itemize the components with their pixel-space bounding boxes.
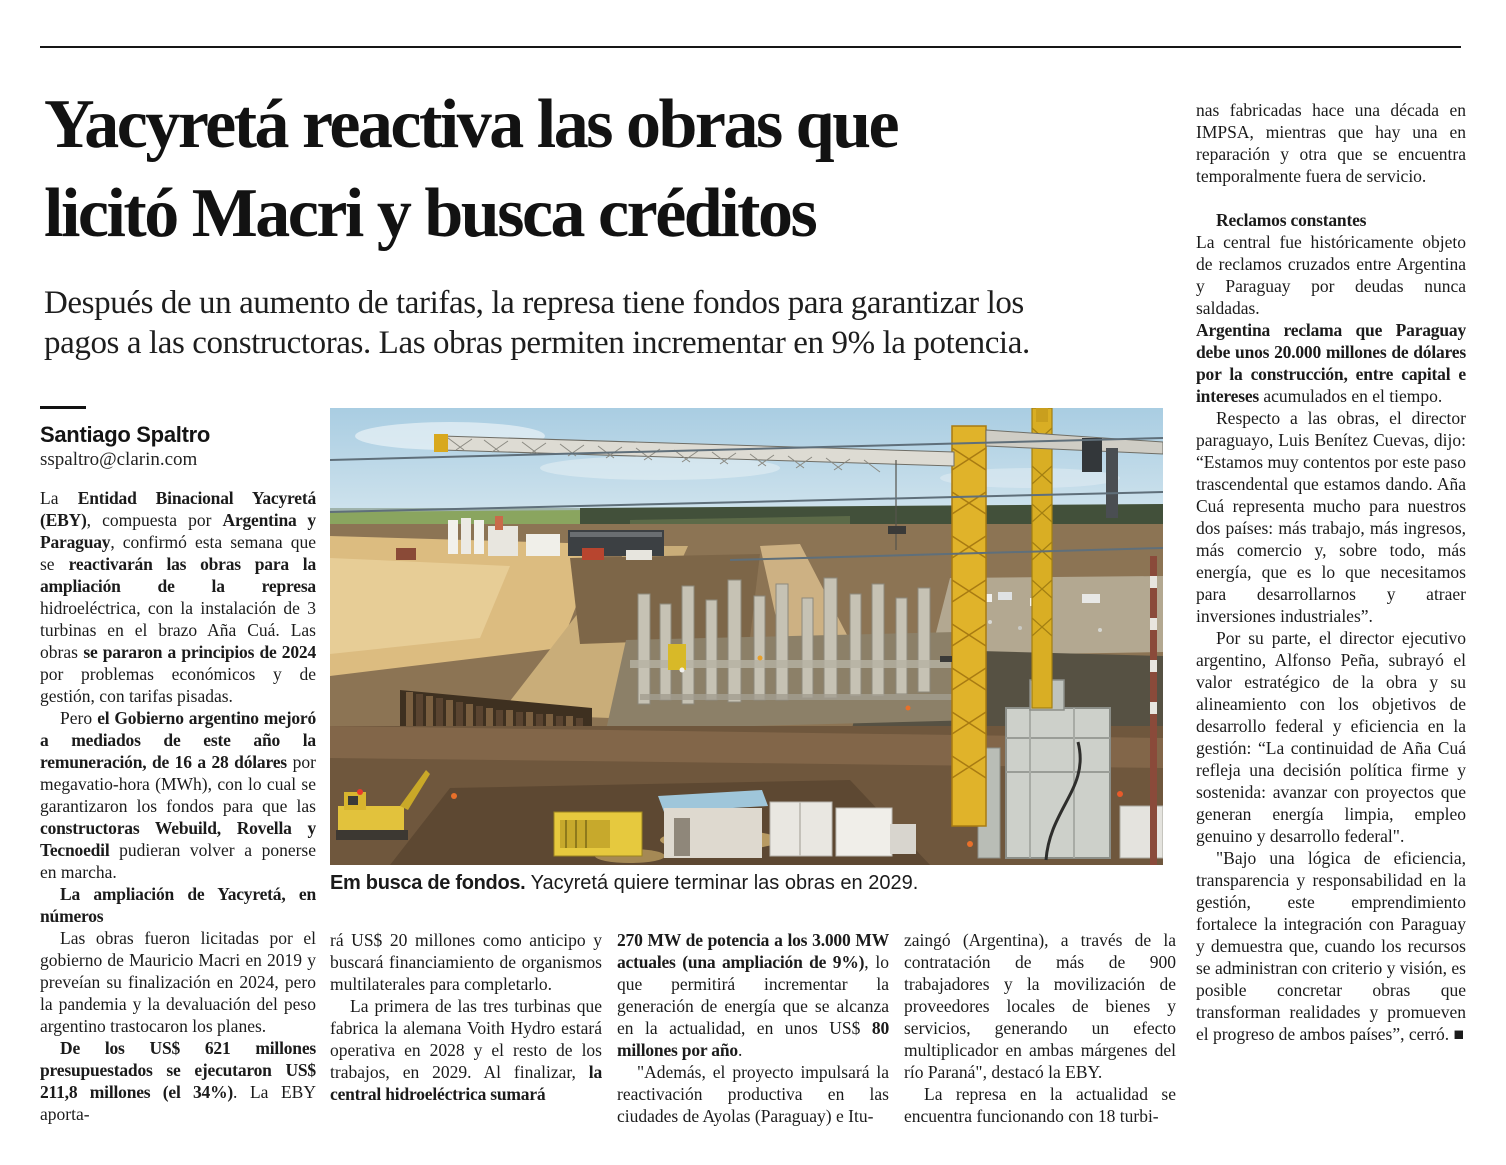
article-paragraph: zaingó (Argentina), a través de la contratación de más de 900 trabajadores y la movilización de proveedores locales de bienes y servicios, generando un efecto multiplicador en ambas márgenes del río Paraná", destacó la EBY. xyxy=(904,930,1176,1082)
article-paragraph: Pero el Gobierno argentino mejoró a mediados de este año la remuneración, de 16 a 28 dólares por megavatio-hora (MWh), con lo cual se garantizaron los fondos para que las constructoras Webuild, Rovella y Tecnoedil pudieran volver a ponerse en marcha. xyxy=(40,708,316,882)
top-rule xyxy=(40,46,1461,48)
caption-lead: Em busca de fondos. xyxy=(330,872,526,894)
article-paragraph: rá US$ 20 millones como anticipo y buscará financiamiento de organismos multilaterales para completarlo. xyxy=(330,930,602,994)
article-paragraph: La Entidad Binacional Yacyretá (EBY), compuesta por Argentina y Paraguay, confirmó esta semana que se reactivarán las obras para la ampliación de la represa hidroeléctrica, con la instalación de 3 turbinas en el brazo Aña Cuá. Las obras se pararon a principios de 2024 por problemas económicos y de gestión, con tarifas pisadas. xyxy=(40,488,316,706)
byline-rule xyxy=(40,406,86,409)
article-paragraph: 270 MW de potencia a los 3.000 MW actuales (una ampliación de 9%), lo que permitirá incrementar la generación de energía que se alcanza en la actualidad, en unos US$ 80 millones por año. xyxy=(617,930,889,1060)
caption-text: Yacyretá quiere terminar las obras en 2029. xyxy=(525,872,919,894)
article-column-4 xyxy=(904,929,1176,1159)
page-title xyxy=(44,80,1174,258)
article-paragraph: Por su parte, el director ejecutivo argentino, Alfonso Peña, subrayó el valor estratégico de la obra y su alineamiento con los objetivos de desarrollo federal y eficiencia en la gestión: “La continuidad de Aña Cuá refleja una decisión política firme y sostenida: avanzar con proyectos que generan energía limpia, empleo genuino y desarrollo federal". xyxy=(1196,628,1466,846)
article-paragraph: "Además, el proyecto impulsará la reactivación productiva en las ciudades de Ayolas (Paraguay) e Itu- xyxy=(617,1062,889,1126)
deck-line-1: Después de un aumento de tarifas, la represa tiene fondos para garantizar los xyxy=(44,285,1024,321)
article-paragraph: La ampliación de Yacyretá, en números xyxy=(40,884,316,926)
generator-container xyxy=(554,812,642,856)
byline xyxy=(40,406,316,472)
article-paragraph: Respecto a las obras, el director paraguayo, Luis Benítez Cuevas, dijo: “Estamos muy contentos por este paso trascendental que estamos dando. Aña Cuá representa mucho para nuestros dos países: más trabajo, más ingresos, más comercio y, sobre todo, más energía, que es lo que necesitamos para desarrollarnos y atraer inversiones industriales”. xyxy=(1196,408,1466,626)
article-column-3 xyxy=(617,929,889,1159)
article-column-2 xyxy=(330,929,602,1159)
article-column-1 xyxy=(40,487,316,1135)
tower-crane-secondary xyxy=(1032,408,1052,708)
article-paragraph: La primera de las tres turbinas que fabrica la alemana Voith Hydro estará operativa en 2028 y el resto de los trabajos, en 2029. Al finalizar, la central hidroeléctrica sumará xyxy=(330,996,602,1104)
deck xyxy=(44,283,1174,363)
author-name: Santiago Spaltro xyxy=(40,422,210,447)
deck-line-2: pagos a las constructoras. Las obras permiten incrementar en 9% la potencia. xyxy=(44,325,1030,361)
article-column-5 xyxy=(1196,99,1466,1157)
article-paragraph: Argentina reclama que Paraguay debe unos 20.000 millones de dólares por la construcción, entre capital e intereses acumulados en el tiempo. xyxy=(1196,320,1466,406)
article-paragraph: De los US$ 621 millones presupuestados se ejecutaron US$ 211,8 millones (el 34%). La EBY aporta- xyxy=(40,1038,316,1124)
article-paragraph: Las obras fueron licitadas por el gobierno de Mauricio Macri en 2019 y preveían su finalización en 2024, pero la pandemia y la devaluación del peso argentino trastocaron los planes. xyxy=(40,928,316,1036)
article-paragraph: La represa en la actualidad se encuentra funcionando con 18 turbi- xyxy=(904,1084,1176,1126)
article-paragraph: La central fue históricamente objeto de reclamos cruzados entre Argentina y Paraguay por deudas nunca saldadas. xyxy=(1196,232,1466,318)
headline-line-1: Yacyretá reactiva las obras que xyxy=(44,86,898,163)
article-paragraph: "Bajo una lógica de eficiencia, transparencia y responsabilidad en la gestión, este emprendimiento fortalece la integración con Paraguay y demuestra que, cuando los recursos se administran con criterio y visión, es posible concretar obras que transforman realidades y promueven el progreso de ambos países”, cerró. ■ xyxy=(1196,848,1466,1044)
author-email[interactable]: sspaltro@clarin.com xyxy=(40,449,198,470)
photo-caption xyxy=(330,871,1163,896)
headline-line-2: licitó Macri y busca créditos xyxy=(44,175,816,252)
photo-illustration xyxy=(330,408,1163,865)
article-paragraph: nas fabricadas hace una década en IMPSA, mientras que hay una en reparación y otra que se encuentra temporalmente fuera de servicio. xyxy=(1196,100,1466,186)
construction-site-photo xyxy=(330,408,1163,865)
radio-tower xyxy=(1150,556,1157,865)
article-paragraph: Reclamos constantes xyxy=(1216,210,1367,230)
